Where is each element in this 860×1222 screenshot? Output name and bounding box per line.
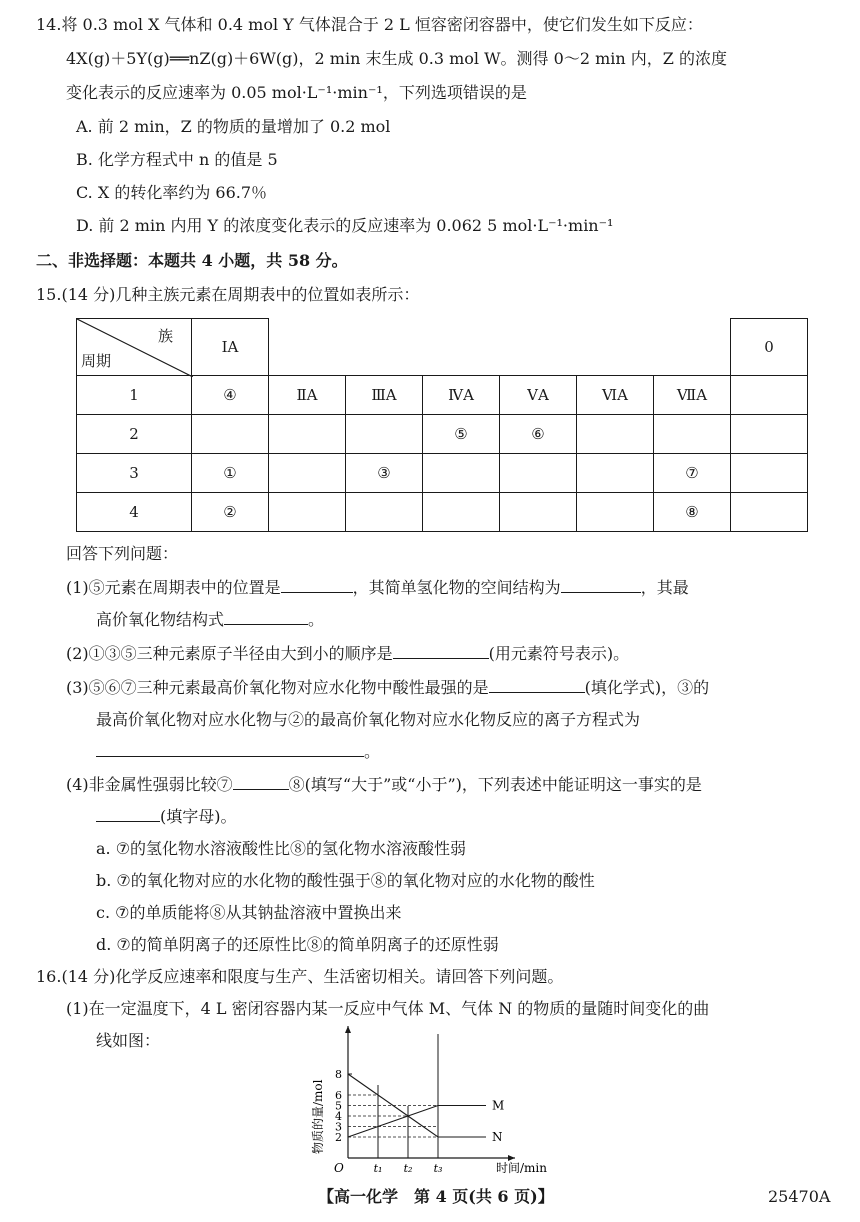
table-cell	[577, 493, 654, 532]
cell-element-4: ④	[192, 376, 269, 415]
q15-p4-text-a: (4)非金属性强弱比较⑦	[66, 775, 233, 794]
cell-element-6: ⑥	[500, 415, 577, 454]
cell-element-2: ②	[192, 493, 269, 532]
cell-element-5: ⑤	[423, 415, 500, 454]
q15-p2-text-b: (用元素符号表示)。	[488, 644, 630, 663]
table-cell	[577, 454, 654, 493]
table-corner-cell	[77, 319, 192, 376]
q15-part3-line1	[66, 676, 709, 699]
series-line-M	[348, 1106, 486, 1138]
x-tick-label: t₁	[373, 1162, 383, 1175]
period-label: 4	[77, 493, 192, 532]
answer-blank[interactable]	[96, 805, 160, 822]
cell-element-8: ⑧	[654, 493, 731, 532]
q15-option-b[interactable]: b. ⑦的氧化物对应的水化物的酸性强于⑧的氧化物对应的水化物的酸性	[96, 871, 595, 890]
q15-part3-line2: 最高价氧化物对应水化物与②的最高价氧化物对应水化物反应的离子方程式为	[96, 710, 641, 729]
q15-option-d[interactable]: d. ⑦的简单阴离子的还原性比⑧的简单阴离子的还原性弱	[96, 935, 499, 954]
y-tick-label: 5	[335, 1099, 342, 1113]
x-tick-label: t₂	[403, 1162, 413, 1175]
q15-p2-text-a: (2)①③⑤三种元素原子半径由大到小的顺序是	[66, 644, 393, 663]
q14-option-b[interactable]: B. 化学方程式中 n 的值是 5	[76, 150, 278, 169]
answer-blank[interactable]	[224, 608, 308, 625]
series-label-N: N	[492, 1130, 503, 1144]
series-label-M: M	[492, 1098, 505, 1113]
q15-p1-text-c: ，其最	[640, 578, 689, 597]
table-cell	[192, 415, 269, 454]
corner-group-label: 族	[157, 327, 173, 345]
table-cell	[269, 454, 346, 493]
table-cell	[731, 415, 808, 454]
page-footer: 【高一化学 第 4 页(共 6 页)】	[318, 1187, 554, 1206]
group-header: ⅤA	[500, 376, 577, 415]
answer-blank[interactable]	[233, 773, 289, 790]
q15-part1-line1	[66, 576, 689, 599]
origin-label: O	[334, 1161, 344, 1175]
answer-intro: 回答下列问题：	[66, 544, 179, 563]
q14-option-c[interactable]: C. X 的转化率约为 66.7％	[76, 183, 268, 202]
y-tick-label: 4	[335, 1110, 342, 1123]
table-cell	[731, 376, 808, 415]
paper-code: 25470A	[768, 1187, 831, 1206]
group-0-header: 0	[731, 319, 808, 376]
q15-p1-text-d: 高价氧化物结构式	[96, 610, 225, 629]
header-gap	[269, 319, 731, 376]
amount-vs-time-chart	[310, 1022, 560, 1180]
group-header: ⅢA	[346, 376, 423, 415]
table-cell	[346, 415, 423, 454]
q15-option-c[interactable]: c. ⑦的单质能将⑧从其钠盐溶液中置换出来	[96, 903, 402, 922]
q14-stem-line1: 14.将 0.3 mol X 气体和 0.4 mol Y 气体混合于 2 L 恒容密闭容器中，使它们发生如下反应：	[36, 15, 703, 34]
q14-stem-line2: 4X(g)＋5Y(g)══nZ(g)＋6W(g)，2 min 末生成 0.3 mol W。测得 0～2 min 内，Z 的浓度	[66, 49, 727, 68]
q15-part2	[66, 642, 629, 665]
group-header: ⅥA	[577, 376, 654, 415]
answer-blank[interactable]	[561, 576, 641, 593]
cell-element-7: ⑦	[654, 454, 731, 493]
y-axis-arrow	[345, 1026, 351, 1033]
q15-part3-line3	[96, 740, 380, 763]
answer-blank[interactable]	[96, 740, 364, 757]
q16-stem: 16.(14 分)化学反应速率和限度与生产、生活密切相关。请回答下列问题。	[36, 967, 564, 986]
y-axis-label: 物质的量/mol	[311, 1079, 325, 1154]
q16-part1-line2: 线如图：	[96, 1031, 161, 1050]
y-tick-label: 8	[335, 1068, 342, 1081]
group-header: ⅦA	[654, 376, 731, 415]
q15-part4-line1	[66, 773, 702, 796]
period-label: 3	[77, 454, 192, 493]
periodic-table	[76, 318, 808, 532]
q15-part4-line2	[96, 805, 237, 828]
y-tick-label: 6	[335, 1089, 342, 1102]
q15-p4-text-c: (填字母)。	[160, 807, 237, 826]
table-cell	[346, 493, 423, 532]
table-cell	[500, 493, 577, 532]
cell-element-1: ①	[192, 454, 269, 493]
q15-p4-text-b: ⑧(填写“大于”或“小于”)，下列表述中能证明这一事实的是	[288, 775, 702, 794]
q15-option-a[interactable]: a. ⑦的氢化物水溶液酸性比⑧的氢化物水溶液酸性弱	[96, 839, 467, 858]
section-2-heading: 二、非选择题：本题共 4 小题，共 58 分。	[36, 251, 348, 270]
q15-p3-text-d: 。	[364, 742, 381, 761]
q15-p1-text-a: (1)⑤元素在周期表中的位置是	[66, 578, 281, 597]
table-cell	[577, 415, 654, 454]
y-tick-label: 3	[335, 1120, 342, 1134]
q16-part1-line1: (1)在一定温度下，4 L 密闭容器内某一反应中气体 M、气体 N 的物质的量随时间变化的曲	[66, 999, 710, 1018]
answer-blank[interactable]	[281, 576, 353, 593]
q14-stem-line3: 变化表示的反应速率为 0.05 mol·L⁻¹·min⁻¹，下列选项错误的是	[66, 83, 527, 102]
cell-element-3: ③	[346, 454, 423, 493]
table-cell	[731, 493, 808, 532]
answer-blank[interactable]	[489, 676, 585, 693]
period-label: 1	[77, 376, 192, 415]
q14-option-a[interactable]: A. 前 2 min，Z 的物质的量增加了 0.2 mol	[76, 117, 391, 136]
x-tick-label: t₃	[433, 1162, 443, 1175]
y-tick-label: 2	[335, 1131, 342, 1144]
q15-p3-text-a: (3)⑤⑥⑦三种元素最高价氧化物对应水化物中酸性最强的是	[66, 678, 489, 697]
q15-p1-text-e: 。	[308, 610, 325, 629]
corner-period-label: 周期	[81, 352, 112, 370]
q15-p1-text-b: ，其简单氢化物的空间结构为	[352, 578, 561, 597]
table-cell	[423, 454, 500, 493]
table-cell	[500, 454, 577, 493]
table-cell	[731, 454, 808, 493]
q15-stem: 15.(14 分)几种主族元素在周期表中的位置如表所示：	[36, 285, 420, 304]
group-header: ⅡA	[269, 376, 346, 415]
q15-p3-text-b: (填化学式)，③的	[584, 678, 710, 697]
group-IA-header: ⅠA	[192, 319, 269, 376]
table-cell	[423, 493, 500, 532]
x-axis-label: 时间/min	[496, 1161, 547, 1175]
table-cell	[269, 493, 346, 532]
answer-blank[interactable]	[393, 642, 489, 659]
group-header: ⅣA	[423, 376, 500, 415]
period-label: 2	[77, 415, 192, 454]
table-cell	[269, 415, 346, 454]
q15-part1-line2	[96, 608, 324, 631]
table-cell	[654, 415, 731, 454]
q14-option-d[interactable]: D. 前 2 min 内用 Y 的浓度变化表示的反应速率为 0.062 5 mol·L⁻¹·min⁻¹	[76, 216, 614, 235]
